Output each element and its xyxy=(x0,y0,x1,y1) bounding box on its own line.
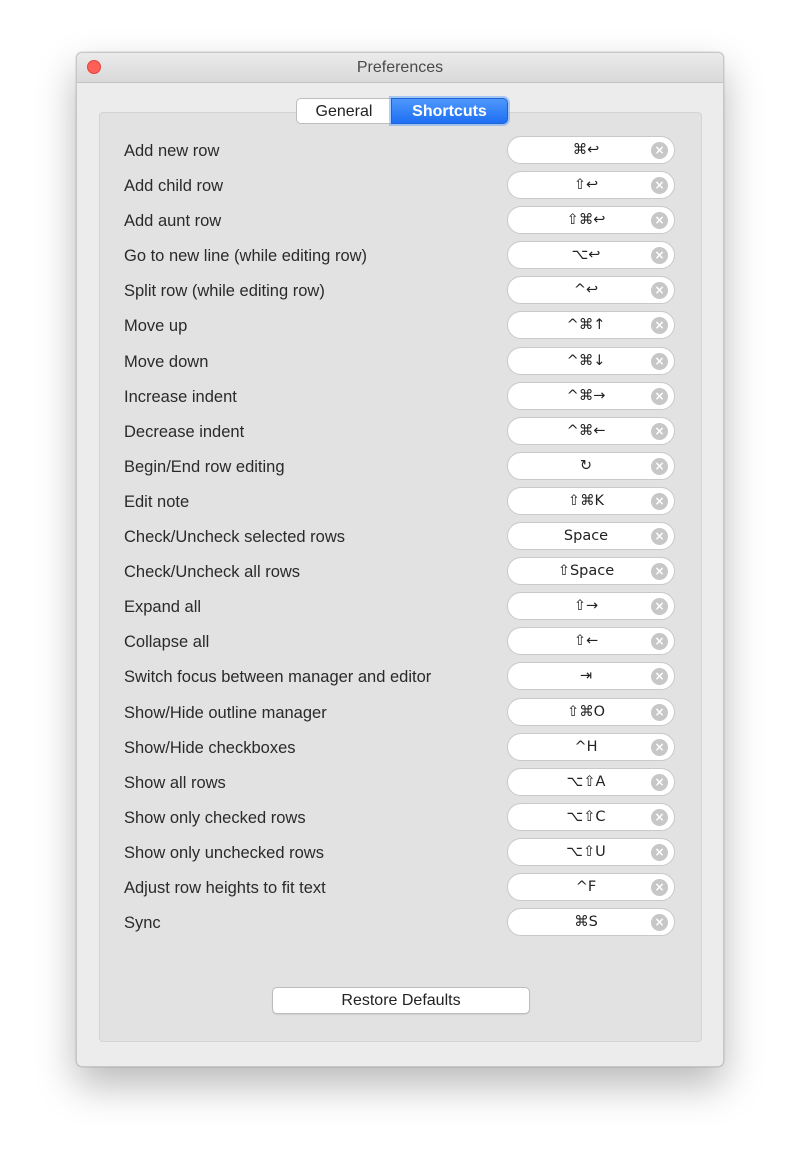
shortcut-row xyxy=(77,239,724,274)
clear-shortcut-icon[interactable]: × xyxy=(651,598,668,615)
shortcut-list xyxy=(77,134,724,941)
shortcut-keys: ⇧Space xyxy=(557,563,615,580)
shortcut-label: Show only checked rows xyxy=(124,808,306,827)
shortcut-recorder-field[interactable] xyxy=(507,487,675,515)
shortcut-keys: ⌥↩ xyxy=(571,247,601,264)
shortcut-keys: ⇧⌘↩ xyxy=(566,212,606,229)
shortcut-label: Show/Hide checkboxes xyxy=(124,738,296,757)
shortcut-keys: ⇧↩ xyxy=(573,177,599,194)
clear-shortcut-icon[interactable]: × xyxy=(651,353,668,370)
shortcut-row xyxy=(77,696,724,731)
shortcut-keys: ^⌘← xyxy=(566,422,606,439)
shortcut-recorder-field[interactable] xyxy=(507,768,675,796)
shortcut-row xyxy=(77,204,724,239)
shortcut-row xyxy=(77,134,724,169)
clear-shortcut-icon[interactable]: × xyxy=(651,388,668,405)
clear-shortcut-icon[interactable]: × xyxy=(651,493,668,510)
shortcut-label: Show/Hide outline manager xyxy=(124,703,327,722)
shortcut-row xyxy=(77,169,724,204)
shortcut-recorder-field[interactable] xyxy=(507,171,675,199)
clear-shortcut-icon[interactable]: × xyxy=(651,528,668,545)
shortcut-label: Decrease indent xyxy=(124,422,245,441)
shortcut-row xyxy=(77,766,724,801)
shortcut-keys: ⌘S xyxy=(574,914,598,931)
shortcut-recorder-field[interactable] xyxy=(507,522,675,550)
shortcut-keys: ^H xyxy=(574,738,598,755)
shortcut-row xyxy=(77,520,724,555)
shortcut-keys: ⇧⌘K xyxy=(567,492,605,509)
clear-shortcut-icon[interactable]: × xyxy=(651,774,668,791)
shortcut-recorder-field[interactable] xyxy=(507,206,675,234)
window-title: Preferences xyxy=(356,59,444,76)
shortcut-label: Add aunt row xyxy=(124,212,222,231)
shortcut-recorder-field[interactable] xyxy=(507,698,675,726)
shortcut-row xyxy=(77,555,724,590)
shortcut-keys: ^⌘↑ xyxy=(566,317,606,334)
clear-shortcut-icon[interactable]: × xyxy=(651,668,668,685)
shortcut-row xyxy=(77,590,724,625)
shortcut-keys: ⌥⇧A xyxy=(566,773,606,790)
title-bar xyxy=(77,53,723,83)
shortcut-keys: ^⌘→ xyxy=(566,387,606,404)
clear-shortcut-icon[interactable]: × xyxy=(651,633,668,650)
clear-shortcut-icon[interactable]: × xyxy=(651,844,668,861)
shortcut-label: Sync xyxy=(124,914,161,933)
restore-defaults-button[interactable]: Restore Defaults xyxy=(272,987,530,1014)
clear-shortcut-icon[interactable]: × xyxy=(651,212,668,229)
shortcut-keys: ⇧← xyxy=(573,633,599,650)
clear-shortcut-icon[interactable]: × xyxy=(651,247,668,264)
shortcut-label: Split row (while editing row) xyxy=(124,282,325,301)
clear-shortcut-icon[interactable]: × xyxy=(651,282,668,299)
shortcut-row xyxy=(77,415,724,450)
shortcut-label: Switch focus between manager and editor xyxy=(124,668,432,687)
shortcut-recorder-field[interactable] xyxy=(507,452,675,480)
shortcut-label: Check/Uncheck selected rows xyxy=(124,528,346,547)
shortcut-recorder-field[interactable] xyxy=(507,592,675,620)
clear-shortcut-icon[interactable]: × xyxy=(651,704,668,721)
shortcut-label: Adjust row heights to fit text xyxy=(124,878,326,897)
clear-shortcut-icon[interactable]: × xyxy=(651,142,668,159)
shortcut-recorder-field[interactable] xyxy=(507,908,675,936)
shortcut-keys: ⌥⇧U xyxy=(566,843,606,860)
tab-bar xyxy=(296,98,508,124)
shortcut-label: Move down xyxy=(124,352,209,371)
shortcut-label: Collapse all xyxy=(124,633,210,652)
shortcut-row xyxy=(77,450,724,485)
tab-general[interactable]: General xyxy=(296,98,391,124)
shortcut-row xyxy=(77,274,724,309)
shortcut-label: Check/Uncheck all rows xyxy=(124,563,301,582)
shortcut-row xyxy=(77,660,724,695)
shortcut-recorder-field[interactable] xyxy=(507,873,675,901)
shortcut-row xyxy=(77,871,724,906)
shortcut-recorder-field[interactable] xyxy=(507,136,675,164)
clear-shortcut-icon[interactable]: × xyxy=(651,809,668,826)
shortcut-row xyxy=(77,345,724,380)
clear-shortcut-icon[interactable]: × xyxy=(651,879,668,896)
shortcut-keys: ⇥ xyxy=(579,668,593,685)
shortcut-recorder-field[interactable] xyxy=(507,838,675,866)
shortcut-recorder-field[interactable] xyxy=(507,733,675,761)
shortcut-recorder-field[interactable] xyxy=(507,627,675,655)
clear-shortcut-icon[interactable]: × xyxy=(651,739,668,756)
clear-shortcut-icon[interactable]: × xyxy=(651,423,668,440)
shortcut-recorder-field[interactable] xyxy=(507,347,675,375)
shortcut-row xyxy=(77,485,724,520)
shortcut-recorder-field[interactable] xyxy=(507,803,675,831)
clear-shortcut-icon[interactable]: × xyxy=(651,914,668,931)
shortcut-keys: ^F xyxy=(575,878,597,895)
shortcut-label: Move up xyxy=(124,317,188,336)
shortcut-keys: ⇧→ xyxy=(573,598,599,615)
shortcut-row xyxy=(77,625,724,660)
shortcut-row xyxy=(77,836,724,871)
shortcut-recorder-field[interactable] xyxy=(507,417,675,445)
shortcut-row xyxy=(77,801,724,836)
shortcut-label: Show all rows xyxy=(124,773,226,792)
shortcut-label: Add child row xyxy=(124,177,224,196)
shortcut-keys: ⌥⇧C xyxy=(566,808,606,825)
shortcut-recorder-field[interactable] xyxy=(507,662,675,690)
shortcut-label: Edit note xyxy=(124,492,190,511)
shortcut-keys: ⇧⌘O xyxy=(566,703,606,720)
shortcut-label: Go to new line (while editing row) xyxy=(124,247,368,266)
shortcut-recorder-field[interactable] xyxy=(507,557,675,585)
shortcut-label: Add new row xyxy=(124,142,220,160)
shortcut-keys: ↻ xyxy=(579,457,593,474)
preferences-window xyxy=(76,52,724,1067)
shortcut-keys: Space xyxy=(563,528,609,545)
shortcut-recorder-field[interactable] xyxy=(507,276,675,304)
clear-shortcut-icon[interactable]: × xyxy=(651,317,668,334)
shortcut-recorder-field[interactable] xyxy=(507,241,675,269)
shortcut-label: Expand all xyxy=(124,598,202,617)
shortcut-keys: ⌘↩ xyxy=(572,142,600,158)
shortcut-row xyxy=(77,906,724,941)
shortcut-keys: ^↩ xyxy=(573,282,599,299)
shortcut-recorder-field[interactable] xyxy=(507,311,675,339)
clear-shortcut-icon[interactable]: × xyxy=(651,563,668,580)
shortcut-row xyxy=(77,731,724,766)
shortcut-row xyxy=(77,380,724,415)
tab-shortcuts[interactable]: Shortcuts xyxy=(391,98,508,124)
shortcut-recorder-field[interactable] xyxy=(507,382,675,410)
shortcut-keys: ^⌘↓ xyxy=(566,352,606,369)
shortcut-label: Begin/End row editing xyxy=(124,457,285,476)
clear-shortcut-icon[interactable]: × xyxy=(651,177,668,194)
shortcut-label: Show only unchecked rows xyxy=(124,843,324,862)
shortcut-row xyxy=(77,309,724,344)
shortcut-label: Increase indent xyxy=(124,387,237,406)
clear-shortcut-icon[interactable]: × xyxy=(651,458,668,475)
